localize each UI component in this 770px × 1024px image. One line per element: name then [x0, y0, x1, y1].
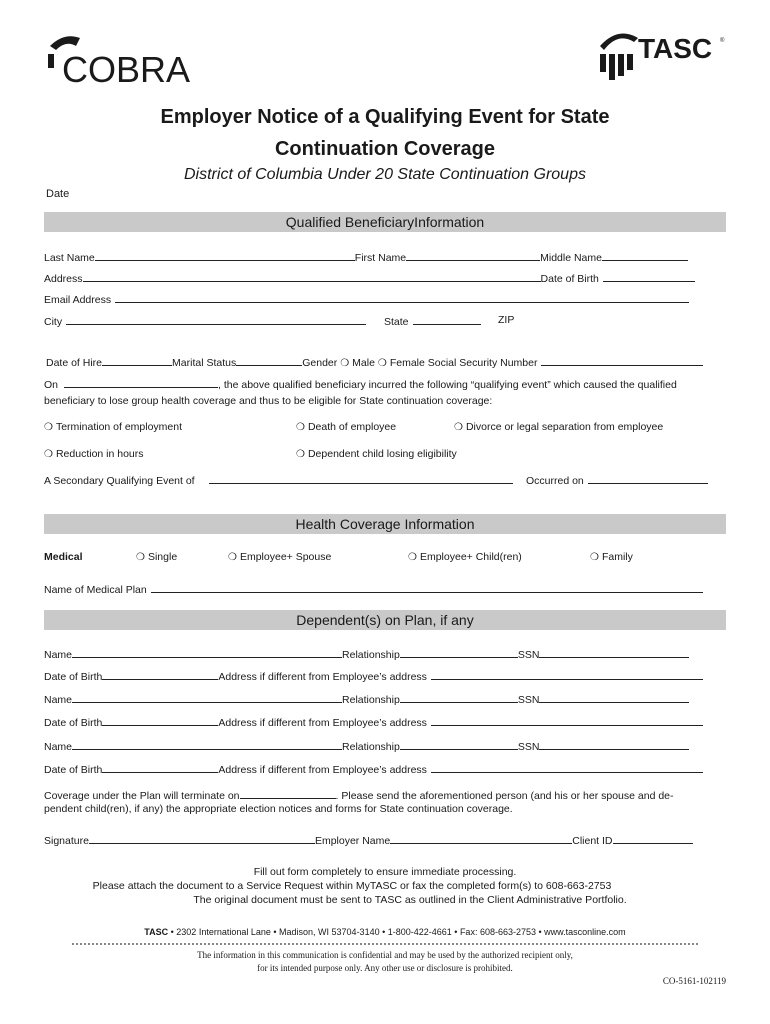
emp-spouse-option[interactable] — [228, 551, 331, 563]
termination-checkbox[interactable]: ❍ — [44, 422, 53, 433]
dependent-2-name-row — [44, 692, 689, 706]
dep-dob-label: Date of Birth — [44, 717, 103, 729]
dep-address-field[interactable] — [431, 762, 703, 773]
death-label: Death of employee — [307, 421, 397, 433]
city-label: City — [44, 316, 63, 328]
event-date-field[interactable] — [64, 377, 218, 388]
dep-ssn-field[interactable] — [539, 739, 689, 750]
middle-name-label: Middle Name — [540, 252, 602, 264]
occurred-on-row — [526, 473, 708, 487]
family-label: Family — [601, 551, 633, 563]
email-label: Email Address — [44, 294, 112, 306]
plan-name-label: Name of Medical Plan — [44, 584, 147, 596]
dep-relationship-label: Relationship — [342, 649, 400, 661]
date-of-hire-field[interactable] — [102, 355, 172, 366]
female-label: Female — [389, 357, 425, 369]
instruction-2: Please attach the document to a Service Request within MyTASC or fax the completed form(s) to 608-663-2753 — [92, 880, 612, 892]
state-label: State — [384, 316, 409, 328]
cobra-logo — [44, 32, 214, 88]
dotted-divider — [72, 943, 698, 945]
last-name-field[interactable] — [95, 250, 355, 261]
dep-dob-field[interactable] — [102, 715, 218, 726]
dep-ssn-field[interactable] — [539, 692, 689, 703]
city-field[interactable] — [66, 314, 366, 325]
dependent-3-dob-row — [44, 762, 703, 776]
dep-address-label: Address if different from Employee’s address — [218, 764, 427, 776]
termination-option[interactable] — [44, 421, 182, 433]
dep-name-label: Name — [44, 741, 73, 753]
dependent-2-dob-row — [44, 715, 703, 729]
dep-address-field[interactable] — [431, 715, 703, 726]
dep-relationship-field[interactable] — [400, 647, 518, 658]
section-health-coverage: Health Coverage Information — [44, 514, 726, 534]
signature-field[interactable] — [89, 833, 315, 844]
reduction-option[interactable] — [44, 448, 144, 460]
family-option[interactable] — [590, 551, 633, 563]
date-label: Date — [46, 188, 70, 200]
address-field[interactable] — [83, 271, 541, 282]
dep-relationship-field[interactable] — [400, 739, 518, 750]
section-dependents: Dependent(s) on Plan, if any — [44, 610, 726, 630]
dependent-child-option[interactable] — [296, 448, 457, 460]
death-option[interactable] — [296, 421, 396, 433]
emp-spouse-label: Employee+ Spouse — [239, 551, 332, 563]
tasc-logo — [596, 28, 726, 84]
termination-date-field[interactable] — [240, 788, 336, 799]
state-row — [384, 314, 481, 328]
dep-ssn-label: SSN — [517, 741, 540, 753]
dep-dob-label: Date of Birth — [44, 671, 103, 683]
section-qualified-beneficiary: Qualified BeneficiaryInformation — [44, 212, 726, 232]
emp-children-option[interactable] — [408, 551, 522, 563]
dep-name-field[interactable] — [72, 692, 342, 703]
confidential-2: for its intended purpose only. Any other use or disclosure is prohibited. — [257, 963, 513, 973]
dep-relationship-label: Relationship — [342, 694, 400, 706]
coverage-line-1 — [44, 788, 674, 802]
footer-contact-row — [0, 927, 770, 937]
emp-children-checkbox[interactable]: ❍ — [408, 552, 417, 563]
secondary-event-label: A Secondary Qualifying Event of — [44, 475, 195, 487]
death-checkbox[interactable]: ❍ — [296, 422, 305, 433]
dep-ssn-label: SSN — [517, 694, 540, 706]
female-checkbox[interactable]: ❍ — [377, 358, 387, 369]
last-name-label: Last Name — [44, 252, 95, 264]
dep-name-label: Name — [44, 694, 73, 706]
state-field[interactable] — [413, 314, 481, 325]
male-label: Male — [352, 357, 375, 369]
dep-dob-field[interactable] — [102, 669, 218, 680]
on-label: On — [44, 379, 59, 391]
email-field[interactable] — [115, 292, 689, 303]
reduction-checkbox[interactable]: ❍ — [44, 449, 53, 460]
address-row — [44, 271, 695, 285]
event-text-2: beneficiary to lose group health coverage and thus to be eligible for State continuation coverage: — [44, 395, 493, 407]
dep-dob-label: Date of Birth — [44, 764, 103, 776]
single-label: Single — [147, 551, 178, 563]
dep-name-field[interactable] — [72, 739, 342, 750]
coverage-text-1a: Coverage under the Plan will terminate on — [44, 790, 240, 802]
dep-address-label: Address if different from Employee’s address — [218, 671, 427, 683]
dependent-3-name-row — [44, 739, 689, 753]
first-name-field[interactable] — [406, 250, 540, 261]
client-id-label: Client ID — [572, 835, 613, 847]
signature-label: Signature — [44, 835, 89, 847]
single-checkbox[interactable]: ❍ — [136, 552, 145, 563]
signature-row — [44, 833, 693, 847]
male-checkbox[interactable]: ❍ — [340, 358, 350, 369]
cobra-logo-text: COBRA — [62, 49, 191, 88]
instruction-3: The original document must be sent to TASC as outlined in the Client Administrative Portfolio. — [193, 894, 627, 906]
address-label: Address — [44, 273, 83, 285]
instruction-1: Fill out form completely to ensure immediate processing. — [253, 866, 517, 878]
termination-label: Termination of employment — [55, 421, 183, 433]
occurred-on-label: Occurred on — [526, 475, 584, 487]
medical-label: Medical — [44, 551, 83, 563]
single-option[interactable] — [136, 551, 177, 563]
dep-relationship-field[interactable] — [400, 692, 518, 703]
middle-name-field[interactable] — [602, 250, 688, 261]
dep-name-label: Name — [44, 649, 73, 661]
email-row — [44, 292, 689, 306]
dep-name-field[interactable] — [72, 647, 342, 658]
dob-field[interactable] — [603, 271, 695, 282]
family-checkbox[interactable]: ❍ — [590, 552, 599, 563]
form-code: CO-5161-102119 — [662, 976, 726, 986]
footer-tasc: TASC — [144, 927, 169, 937]
employer-name-field[interactable] — [390, 833, 572, 844]
ssn-field[interactable] — [541, 355, 703, 366]
zip-label: ZIP — [498, 314, 515, 326]
tasc-logo-text: TASC — [638, 33, 713, 64]
dependent-child-checkbox[interactable]: ❍ — [296, 449, 305, 460]
hire-row — [46, 355, 703, 369]
svg-text:®: ® — [720, 38, 725, 44]
event-line-1 — [44, 377, 677, 391]
divorce-option[interactable] — [454, 421, 663, 433]
emp-children-label: Employee+ Child(ren) — [419, 551, 522, 563]
marital-status-field[interactable] — [236, 355, 302, 366]
subtitle: District of Columbia Under 20 State Continuation Groups — [184, 166, 586, 183]
dependent-1-name-row — [44, 647, 689, 661]
city-row — [44, 314, 366, 328]
occurred-on-field[interactable] — [588, 473, 708, 484]
emp-spouse-checkbox[interactable]: ❍ — [228, 552, 237, 563]
dependent-child-label: Dependent child losing eligibility — [307, 448, 457, 460]
dob-label: Date of Birth — [540, 273, 599, 285]
name-row — [44, 250, 688, 264]
confidential-1: The information in this communication is confidential and may be used by the authorized recipient only, — [197, 950, 573, 960]
marital-status-label: Marital Status — [172, 357, 237, 369]
dep-ssn-label: SSN — [517, 649, 540, 661]
dependent-1-dob-row — [44, 669, 703, 683]
dep-ssn-field[interactable] — [539, 647, 689, 658]
dep-address-label: Address if different from Employee’s address — [218, 717, 427, 729]
reduction-label: Reduction in hours — [55, 448, 144, 460]
date-of-hire-label: Date of Hire — [46, 357, 103, 369]
plan-name-row — [44, 582, 703, 596]
coverage-text-2: pendent child(ren), if any) the appropriate election notices and forms for State continuation coverage. — [44, 803, 513, 815]
event-text-1: , the above qualified beneficiary incurred the following “qualifying event” which caused the qualified — [218, 379, 677, 391]
dep-address-field[interactable] — [431, 669, 703, 680]
title-line-2: Continuation Coverage — [274, 138, 495, 160]
plan-name-field[interactable] — [151, 582, 703, 593]
dep-relationship-label: Relationship — [342, 741, 400, 753]
footer-contact: • 2302 International Lane • Madison, WI 53704-3140 • 1-800-422-4661 • Fax: 608-663-2753 • www.tasconline.com — [168, 927, 626, 937]
divorce-checkbox[interactable]: ❍ — [454, 422, 463, 433]
secondary-event-row — [44, 473, 513, 487]
divorce-label: Divorce or legal separation from employee — [465, 421, 664, 433]
ssn-label: Social Security Number — [427, 357, 538, 369]
title-line-1: Employer Notice of a Qualifying Event for State — [160, 106, 610, 128]
employer-name-label: Employer Name — [314, 835, 391, 847]
gender-label: Gender — [302, 357, 338, 369]
secondary-event-field[interactable] — [209, 473, 513, 484]
dep-dob-field[interactable] — [102, 762, 218, 773]
first-name-label: First Name — [354, 252, 407, 264]
coverage-text-1b: . Please send the aforementioned person (and his or her spouse and de- — [335, 790, 674, 802]
client-id-field[interactable] — [613, 833, 693, 844]
